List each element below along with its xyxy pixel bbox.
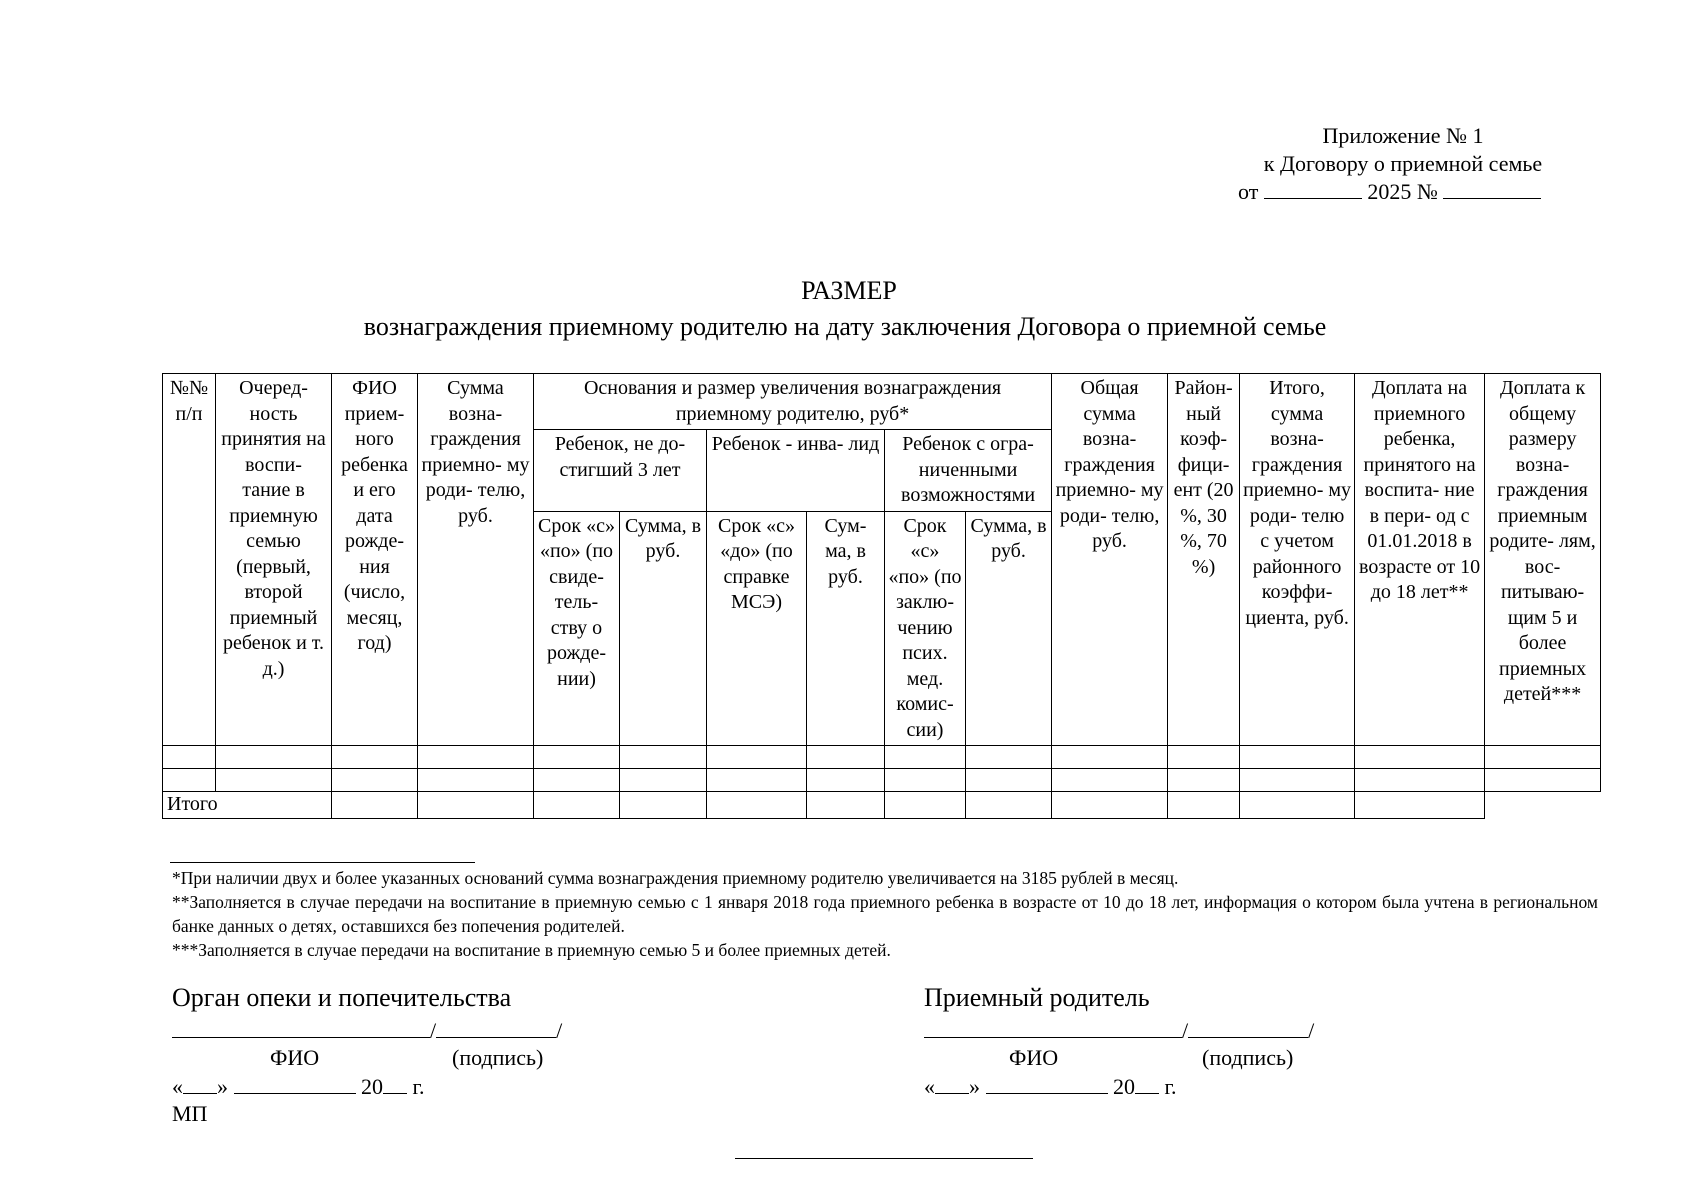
signature-line-right: / /	[924, 1016, 1344, 1044]
table-cell[interactable]	[418, 746, 534, 769]
remuneration-table	[162, 373, 1601, 819]
stamp-label: МП	[172, 1101, 208, 1126]
table-cell[interactable]	[163, 769, 216, 792]
footnote-1: *При наличии двух и более указанных оснований сумма вознаграждения приемному родителю увеличивается на 3185 рублей в месяц.	[172, 868, 1179, 888]
table-cell[interactable]	[1168, 746, 1240, 769]
table-cell[interactable]	[1052, 792, 1168, 819]
signature-caption: (подпись)	[452, 1045, 544, 1070]
annex-number: Приложение № 1	[1322, 123, 1484, 148]
table-cell[interactable]	[332, 746, 418, 769]
col-extra-child-header: Доплата на приемного ребенка, принятого на воспита- ние в пери- од с 01.01.2018 в возрасте от 10 до 18 лет**	[1355, 374, 1485, 746]
col-num-header: №№ п/п	[163, 374, 216, 746]
col-under3-header: Ребенок, не до- стигший 3 лет	[534, 430, 707, 512]
signature-line-left: / /	[172, 1016, 592, 1044]
sub-under3-term: Срок «с» «по» (по свиде- тель- ству о рожде- нии)	[534, 511, 620, 746]
table-row	[163, 769, 1601, 792]
table-cell[interactable]	[966, 746, 1052, 769]
table-cell[interactable]	[332, 769, 418, 792]
sub-disabled-term: Срок «с» «до» (по справке МСЭ)	[707, 511, 807, 746]
signature-caption: (подпись)	[1202, 1045, 1294, 1070]
table-cell[interactable]	[1355, 792, 1485, 819]
year-prefix: 20	[361, 1074, 383, 1099]
table-cell[interactable]	[534, 769, 620, 792]
table-cell[interactable]	[1485, 746, 1601, 769]
table-cell[interactable]	[418, 769, 534, 792]
table-cell[interactable]	[620, 792, 707, 819]
annex-date-line	[1238, 178, 1568, 206]
bottom-divider	[735, 1158, 1033, 1159]
footnote-separator	[170, 862, 475, 863]
signature-blank[interactable]	[436, 1016, 556, 1038]
year-suffix: г.	[1164, 1074, 1177, 1099]
table-cell[interactable]	[216, 746, 332, 769]
doc-subtitle: вознаграждения приемному родителю на дату заключения Договора о приемной семье	[363, 312, 1327, 341]
table-cell[interactable]	[707, 792, 807, 819]
col-sum-header: Сумма возна- граждения приемно- му роди- телю, руб.	[418, 374, 534, 746]
col-disabled-header: Ребенок - инва- лид	[707, 430, 885, 512]
annex-year-label: 2025 №	[1367, 179, 1438, 204]
table-cell[interactable]	[1240, 769, 1355, 792]
table-cell[interactable]	[534, 746, 620, 769]
date-line-right	[924, 1072, 1344, 1100]
table-cell[interactable]	[534, 792, 620, 819]
doc-title: РАЗМЕР	[801, 276, 897, 305]
month-blank[interactable]	[234, 1072, 356, 1094]
fio-caption: ФИО	[270, 1045, 320, 1070]
header-row-1	[163, 374, 1601, 430]
col-order-header: Очеред- ность принятия на воспи- тание в приемную семью (первый, второй приемный ребенок и т. д.)	[216, 374, 332, 746]
col-regional-header: Район- ный коэф- фици- ент (20 %, 30 %, 70 %)	[1168, 374, 1240, 746]
signature-blank[interactable]	[1188, 1016, 1308, 1038]
table-cell[interactable]	[620, 769, 707, 792]
table-cell[interactable]	[966, 769, 1052, 792]
table-cell[interactable]	[707, 746, 807, 769]
total-row	[163, 792, 1601, 819]
table-cell[interactable]	[885, 746, 966, 769]
table-cell[interactable]	[807, 769, 885, 792]
table-cell[interactable]	[163, 746, 216, 769]
table-cell[interactable]	[332, 792, 418, 819]
day-blank[interactable]	[935, 1072, 969, 1094]
table-cell[interactable]	[807, 746, 885, 769]
table-cell[interactable]	[1240, 792, 1355, 819]
sub-under3-sum: Сумма, в руб.	[620, 511, 707, 746]
col-limited-header: Ребенок с огра- ниченными возможностями	[885, 430, 1052, 512]
footnotes	[172, 866, 1598, 962]
footnote-3: ***Заполняется в случае передачи на воспитание в приемную семью 5 и более приемных детей.	[172, 940, 891, 960]
table-cell[interactable]	[418, 792, 534, 819]
signature-left	[172, 982, 592, 1128]
sub-limited-term: Срок «с» «по» (по заклю- чению псих. мед. комис- сии)	[885, 511, 966, 746]
signature-captions-left	[172, 1044, 592, 1072]
quote-open: «	[172, 1074, 183, 1099]
day-blank[interactable]	[183, 1072, 217, 1094]
fio-blank[interactable]	[172, 1016, 430, 1038]
table-cell[interactable]	[1355, 746, 1485, 769]
table-cell[interactable]	[807, 792, 885, 819]
total-label: Итого	[163, 792, 332, 819]
year-prefix: 20	[1113, 1074, 1135, 1099]
year-blank[interactable]	[1135, 1072, 1159, 1094]
table-cell[interactable]	[216, 769, 332, 792]
annex-number-blank	[1443, 178, 1541, 199]
fio-blank[interactable]	[924, 1016, 1182, 1038]
month-blank[interactable]	[986, 1072, 1108, 1094]
table-row	[163, 746, 1601, 769]
col-extra-total-header: Доплата к общему размеру возна- граждения приемным родите- лям, вос- питываю- щим 5 и более приемных детей***	[1485, 374, 1601, 746]
table-cell[interactable]	[966, 792, 1052, 819]
table-cell[interactable]	[620, 746, 707, 769]
table-cell[interactable]	[1052, 769, 1168, 792]
foster-parent-title: Приемный родитель	[924, 983, 1150, 1012]
year-blank[interactable]	[383, 1072, 407, 1094]
footnote-2: **Заполняется в случае передачи на воспитание в приемную семью с 1 января 2018 года приемного ребенка в возрасте от 10 до 18 лет, информация о котором была учтена в региональном банке данных о детях, оставшихся без попечения родителей.	[172, 892, 1598, 936]
annex-from-label: от	[1238, 179, 1259, 204]
quote-close: »	[217, 1074, 228, 1099]
year-suffix: г.	[412, 1074, 425, 1099]
table-cell[interactable]	[1485, 769, 1601, 792]
col-grounds-header: Основания и размер увеличения вознаграждения приемному родителю, руб*	[534, 374, 1052, 430]
annex-date-blank	[1264, 178, 1362, 199]
annex-block	[1238, 122, 1568, 206]
annex-contract: к Договору о приемной семье	[1263, 151, 1543, 176]
signature-right	[924, 982, 1344, 1100]
fio-caption: ФИО	[1009, 1045, 1059, 1070]
signature-captions-right	[924, 1044, 1344, 1072]
col-fio-header: ФИО прием- ного ребенка и его дата рожде- ния (число, месяц, год)	[332, 374, 418, 746]
table-cell[interactable]	[1240, 746, 1355, 769]
sub-disabled-sum: Сум- ма, в руб.	[807, 511, 885, 746]
table-cell[interactable]	[1168, 792, 1240, 819]
col-total-sum-header: Общая сумма возна- граждения приемно- му роди- телю, руб.	[1052, 374, 1168, 746]
col-itogo-sum-header: Итого, сумма возна- граждения приемно- му роди- телю с учетом районного коэффи- циента, руб.	[1240, 374, 1355, 746]
table-cell[interactable]	[707, 769, 807, 792]
table-cell[interactable]	[1355, 769, 1485, 792]
table-cell[interactable]	[1052, 746, 1168, 769]
quote-close: »	[969, 1074, 980, 1099]
table-cell[interactable]	[1168, 769, 1240, 792]
table-cell[interactable]	[885, 769, 966, 792]
date-line-left	[172, 1072, 592, 1100]
guardianship-title: Орган опеки и попечительства	[172, 983, 512, 1012]
table-cell[interactable]	[885, 792, 966, 819]
sub-limited-sum: Сумма, в руб.	[966, 511, 1052, 746]
quote-open: «	[924, 1074, 935, 1099]
